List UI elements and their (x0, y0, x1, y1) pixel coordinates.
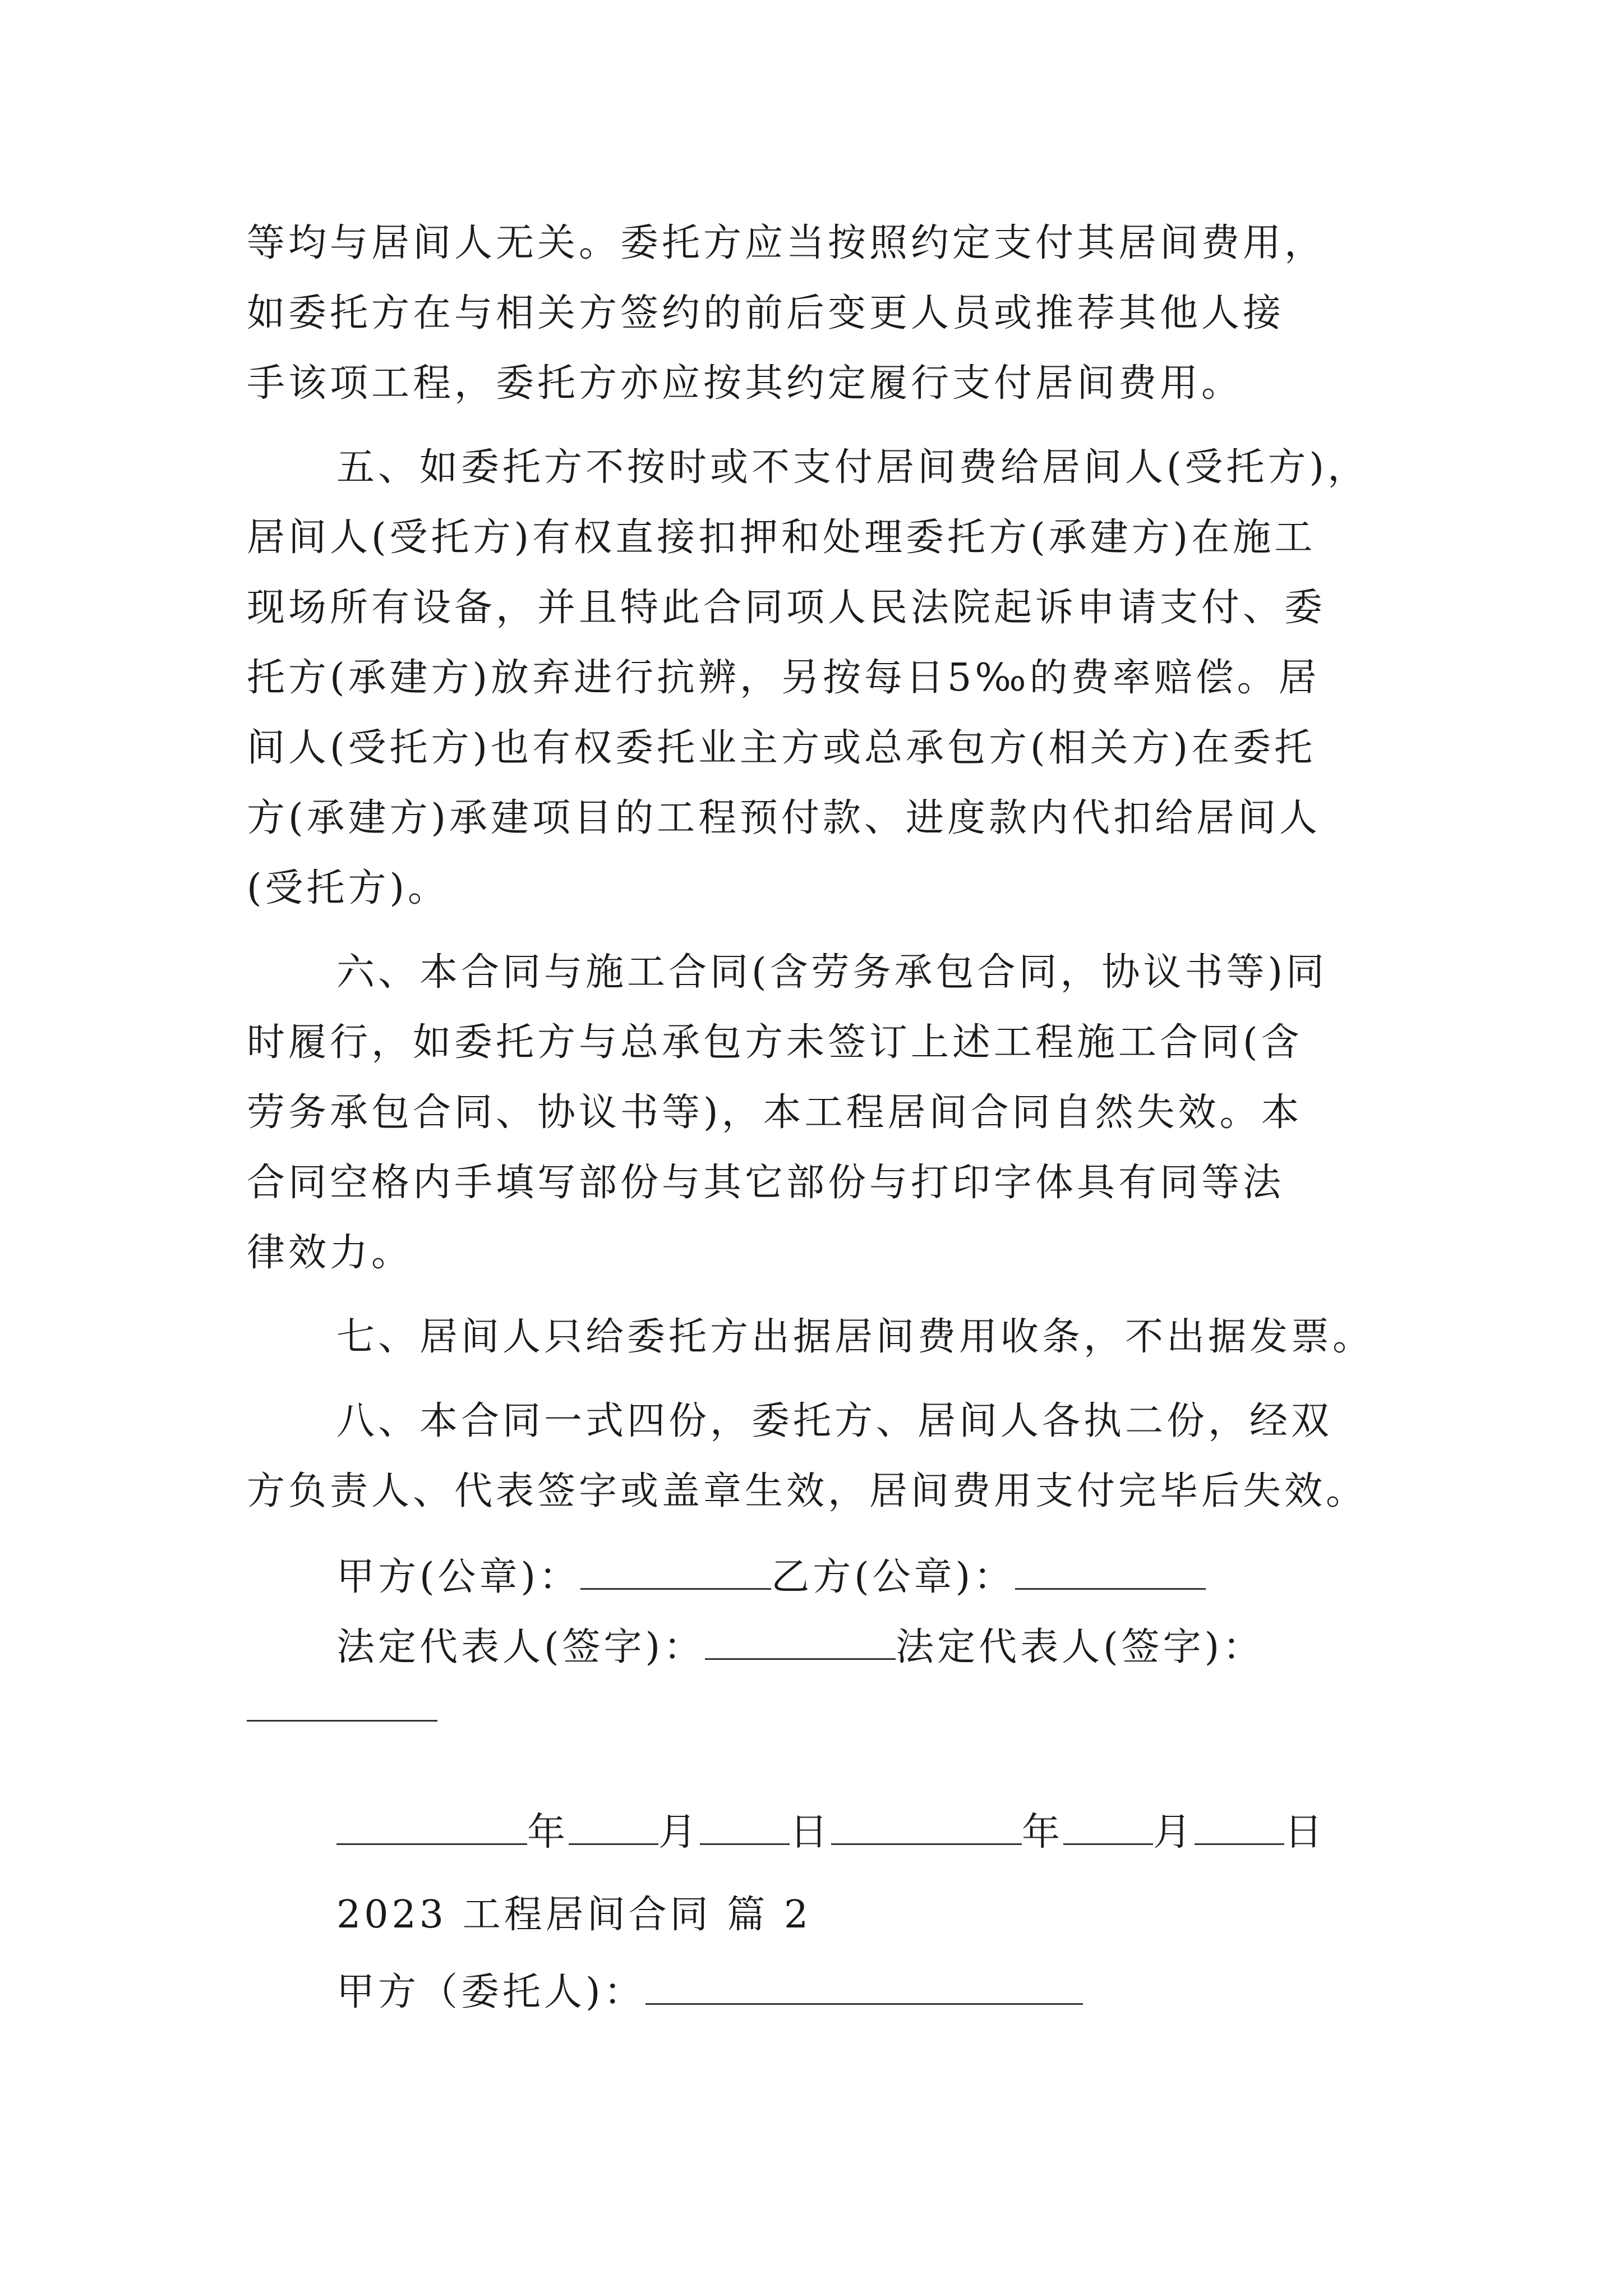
year-a-label: 年 (527, 1810, 569, 1855)
month-a-blank (569, 1812, 658, 1845)
date-line (336, 1810, 1326, 1855)
party-a-seal-blank (580, 1557, 771, 1590)
party-a-client-line (336, 1972, 1083, 2012)
clause-8-line-1: 八、本合同一式四份，委托方、居间人各执二份，经双 (336, 1399, 1333, 1443)
seal-line (336, 1555, 1206, 1599)
section-title: 2023 工程居间合同 篇 2 (336, 1893, 812, 1937)
month-b-blank (1063, 1812, 1153, 1845)
clause-8-line-2: 方负责人、代表签字或盖章生效，居间费用支付完毕后失效。 (247, 1469, 1368, 1513)
legal-rep-a-label: 法定代表人(签字)： (336, 1625, 706, 1669)
month-a-label: 月 (658, 1810, 700, 1855)
legal-rep-line (336, 1627, 1264, 1667)
year-b-blank (831, 1812, 1022, 1845)
year-b-label: 年 (1022, 1810, 1064, 1855)
legal-rep-b-blank (247, 1720, 437, 1722)
clause-6-line-3: 劳务承包合同、协议书等)，本工程居间合同自然失效。本 (247, 1091, 1303, 1135)
party-a-client-label: 甲方（委托人)： (336, 1970, 645, 2014)
legal-rep-a-blank (705, 1627, 896, 1660)
year-a-blank (336, 1812, 527, 1845)
clause-6-line-4: 合同空格内手填写部份与其它部份与打印字体具有同等法 (247, 1161, 1285, 1205)
clause-5-line-4: 托方(承建方)放弃进行抗辨，另按每日5‰的费率赔偿。居 (247, 656, 1320, 700)
legal-rep-b-label: 法定代表人(签字)： (896, 1625, 1265, 1669)
body-line-2: 如委托方在与相关方签约的前后变更人员或推荐其他人接 (247, 291, 1285, 335)
party-a-client-blank (645, 1972, 1083, 2005)
clause-7-line: 七、居间人只给委托方出据居间费用收条，不出据发票。 (336, 1315, 1375, 1359)
clause-5-line-3: 现场所有设备，并且特此合同项人民法院起诉申请支付、委 (247, 586, 1326, 630)
clause-5-line-2: 居间人(受托方)有权直接扣押和处理委托方(承建方)在施工 (247, 516, 1316, 560)
day-b-blank (1195, 1812, 1284, 1845)
clause-5-line-5: 间人(受托方)也有权委托业主方或总承包方(相关方)在委托 (247, 726, 1316, 770)
body-line-3: 手该项工程，委托方亦应按其约定履行支付居间费用。 (247, 361, 1243, 406)
month-b-label: 月 (1153, 1810, 1195, 1855)
clause-5-line-7: (受托方)。 (247, 866, 450, 910)
body-line-1: 等均与居间人无关。委托方应当按照约定支付其居间费用， (247, 221, 1326, 265)
clause-5-line-6: 方(承建方)承建项目的工程预付款、进度款内代扣给居间人 (247, 796, 1321, 840)
party-b-seal-label: 乙方(公章)： (771, 1555, 1016, 1599)
day-b-label: 日 (1284, 1810, 1326, 1855)
party-b-seal-blank (1015, 1557, 1206, 1590)
clause-6-line-1: 六、本合同与施工合同(含劳务承包合同，协议书等)同 (336, 950, 1328, 995)
clause-5-line-1: 五、如委托方不按时或不支付居间费给居间人(受托方)， (336, 445, 1370, 490)
day-a-blank (700, 1812, 790, 1845)
clause-6-line-2: 时履行，如委托方与总承包方未签订上述工程施工合同(含 (247, 1020, 1303, 1065)
clause-6-line-5: 律效力。 (247, 1231, 413, 1275)
party-a-seal-label: 甲方(公章)： (336, 1555, 581, 1599)
day-a-label: 日 (790, 1810, 832, 1855)
